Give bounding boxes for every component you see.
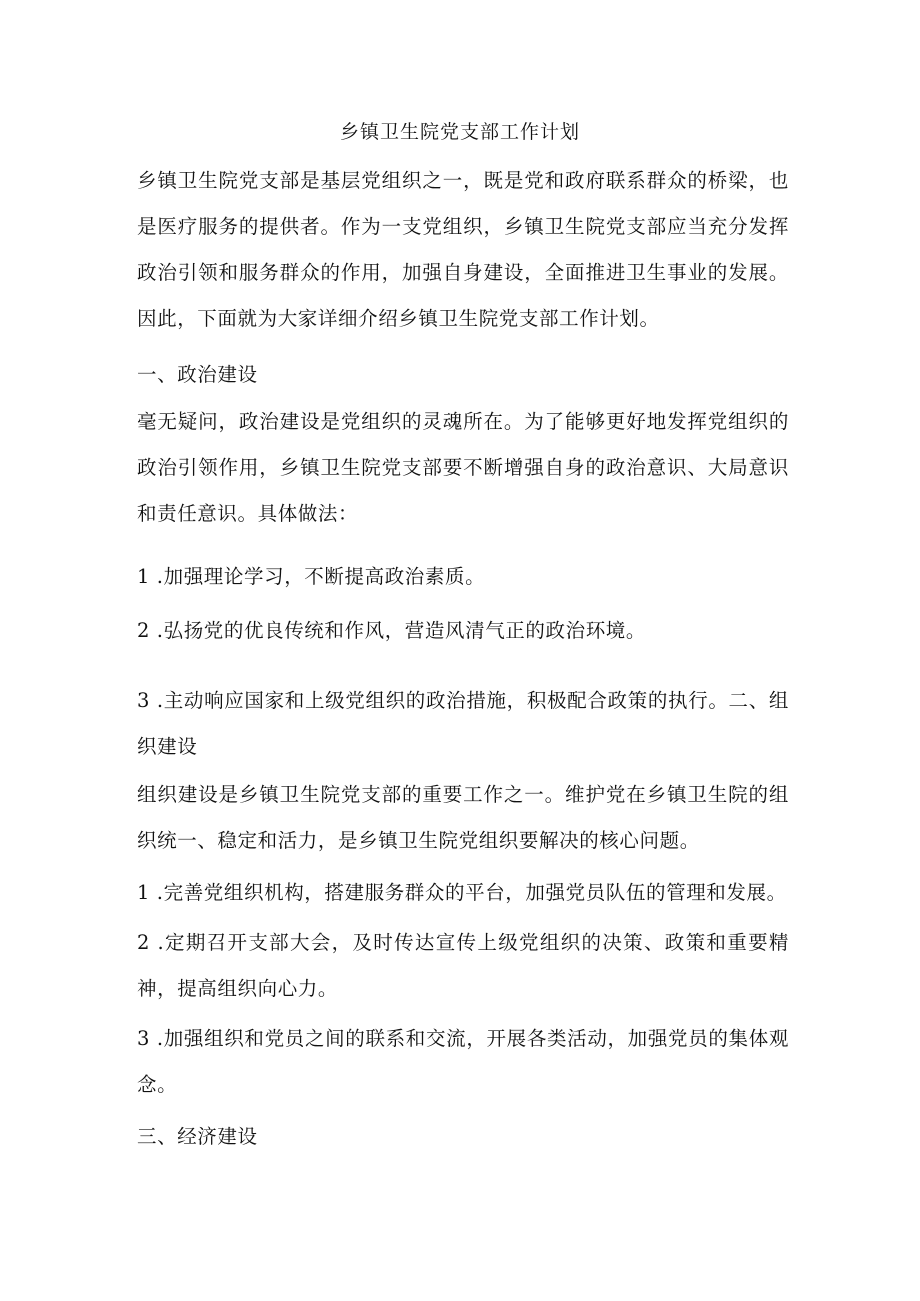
section1-item-1: 1 .加强理论学习，不断提高政治素质。 <box>137 565 486 588</box>
section2-body: 组织建设是乡镇卫生院党支部的重要工作之一。维护党在乡镇卫生院的组织统一、稳定和活力，是乡镇卫生院党组织要解决的核心问题。 <box>137 783 789 852</box>
intro-paragraph: 乡镇卫生院党支部是基层党组织之一，既是党和政府联系群众的桥梁，也是医疗服务的提供者。作为一支党组织，乡镇卫生院党支部应当充分发挥政治引领和服务群众的作用，加强自身建设，全面推进卫生事业的发展。因此，下面就为大家详细介绍乡镇卫生院党支部工作计划。 <box>137 169 789 330</box>
section2-item-1: 1 .完善党组织机构，搭建服务群众的平台，加强党员队伍的管理和发展。 <box>137 881 787 904</box>
section1-body: 毫无疑问，政治建设是党组织的灵魂所在。为了能够更好地发挥党组织的政治引领作用，乡镇卫生院党支部要不断增强自身的政治意识、大局意识和责任意识。具体做法： <box>137 410 789 525</box>
section2-item-3: 3 .加强组织和党员之间的联系和交流，开展各类活动，加强党员的集体观念。 <box>137 1027 789 1096</box>
section1-item-3: 3 .主动响应国家和上级党组织的政治措施，积极配合政策的执行。二、组织建设 <box>137 689 789 758</box>
section3-heading: 三、经济建设 <box>137 1125 258 1148</box>
section1-heading: 一、政治建设 <box>137 363 258 386</box>
section2-item-2: 2 .定期召开支部大会，及时传达宣传上级党组织的决策、政策和重要精神，提高组织向心力。 <box>137 931 789 1000</box>
section1-item-2: 2 .弘扬党的优良传统和作风，营造风清气正的政治环境。 <box>137 619 647 642</box>
document-title: 乡镇卫生院党支部工作计划 <box>339 121 580 143</box>
